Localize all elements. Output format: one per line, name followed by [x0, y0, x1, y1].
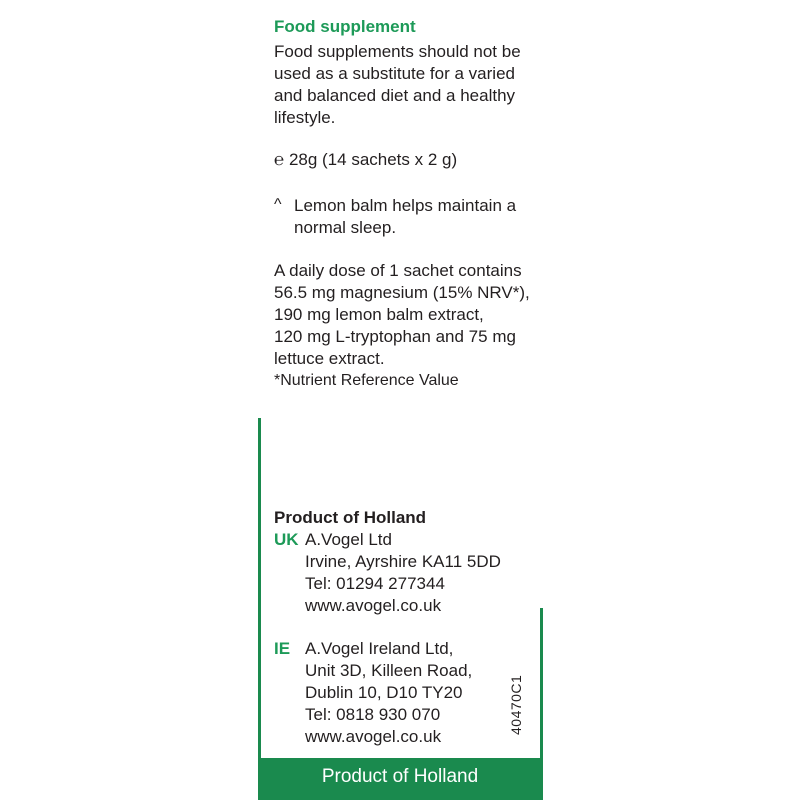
- dose-line: 56.5 mg magnesium (15% NRV*),: [274, 283, 530, 302]
- claim-line: normal sleep.: [294, 218, 397, 237]
- food-supplement-heading: Food supplement: [274, 17, 416, 36]
- address-line: Irvine, Ayrshire KA11 5DD: [305, 552, 501, 571]
- address-line: Tel: 01294 277344: [305, 574, 445, 593]
- address-line: www.avogel.co.uk: [305, 727, 442, 746]
- dose-info: [274, 260, 534, 392]
- uk-label: UK: [274, 530, 299, 549]
- address-line: www.avogel.co.uk: [305, 596, 442, 615]
- claim-line: Lemon balm helps maintain a: [294, 196, 517, 215]
- origin-heading: Product of Holland: [274, 508, 427, 527]
- description-line: and balanced diet and a healthy: [274, 86, 516, 105]
- footer-band: [258, 758, 542, 800]
- description-line: Food supplements should not be: [274, 42, 521, 61]
- footer-label: Product of Holland: [321, 766, 479, 787]
- health-claim: [294, 195, 534, 239]
- dose-line: A daily dose of 1 sachet contains: [274, 261, 522, 280]
- left-green-edge: [258, 418, 261, 800]
- dose-line: lettuce extract.: [274, 349, 385, 368]
- address-line: A.Vogel Ltd: [305, 530, 392, 549]
- ie-label: IE: [274, 639, 291, 658]
- net-quantity: [274, 150, 457, 170]
- description-line: used as a substitute for a varied: [274, 64, 515, 83]
- description-line: lifestyle.: [274, 108, 336, 127]
- address-line: A.Vogel Ireland Ltd,: [305, 639, 454, 658]
- dose-line: 190 mg lemon balm extract,: [274, 305, 484, 324]
- address-line: Tel: 0818 930 070: [305, 705, 441, 724]
- net-quantity-text: 28g (14 sachets x 2 g): [288, 150, 458, 169]
- ie-address: [305, 638, 525, 748]
- claim-marker: ^: [274, 196, 282, 213]
- address-line: Unit 3D, Killeen Road,: [305, 661, 473, 680]
- batch-code: 40470C1: [508, 674, 524, 735]
- estimated-sign-icon: ℮: [274, 150, 285, 169]
- uk-address: [305, 529, 525, 617]
- label-panel: [258, 0, 542, 800]
- dose-line: *Nutrient Reference Value: [274, 372, 459, 389]
- dose-line: 120 mg L-tryptophan and 75 mg: [274, 327, 516, 346]
- address-line: Dublin 10, D10 TY20: [305, 683, 463, 702]
- food-supplement-description: [274, 41, 534, 129]
